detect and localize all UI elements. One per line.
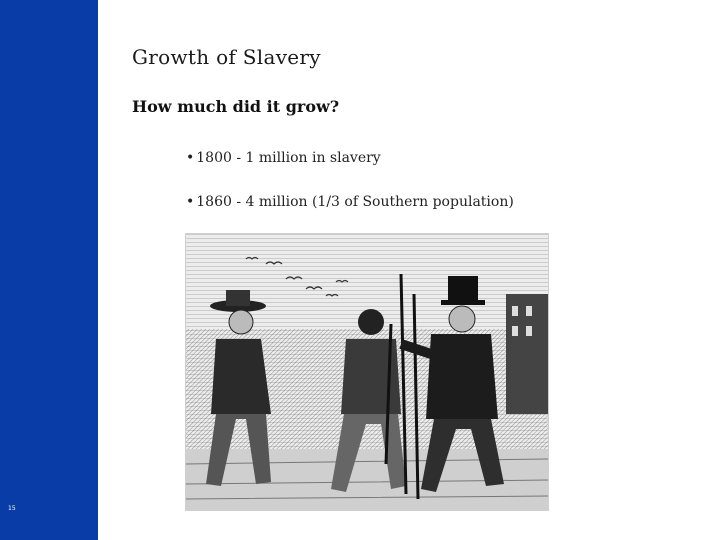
- slide-subtitle: How much did it grow?: [132, 97, 340, 116]
- bullet-item: [186, 192, 514, 236]
- bullet-item: [186, 148, 514, 192]
- sidebar-band: [0, 0, 98, 540]
- engraving-illustration: [185, 233, 549, 511]
- bullet-symbol: •: [186, 150, 195, 166]
- page-number: 15: [8, 505, 16, 512]
- slide-title: Growth of Slavery: [132, 45, 321, 69]
- bullet-text: 1800 - 1 million in slavery: [196, 150, 381, 166]
- bullet-text: 1860 - 4 million (1/3 of Southern population): [196, 194, 514, 210]
- bullet-list: [186, 148, 514, 236]
- engraving-image: [186, 234, 548, 510]
- bullet-symbol: •: [186, 194, 195, 210]
